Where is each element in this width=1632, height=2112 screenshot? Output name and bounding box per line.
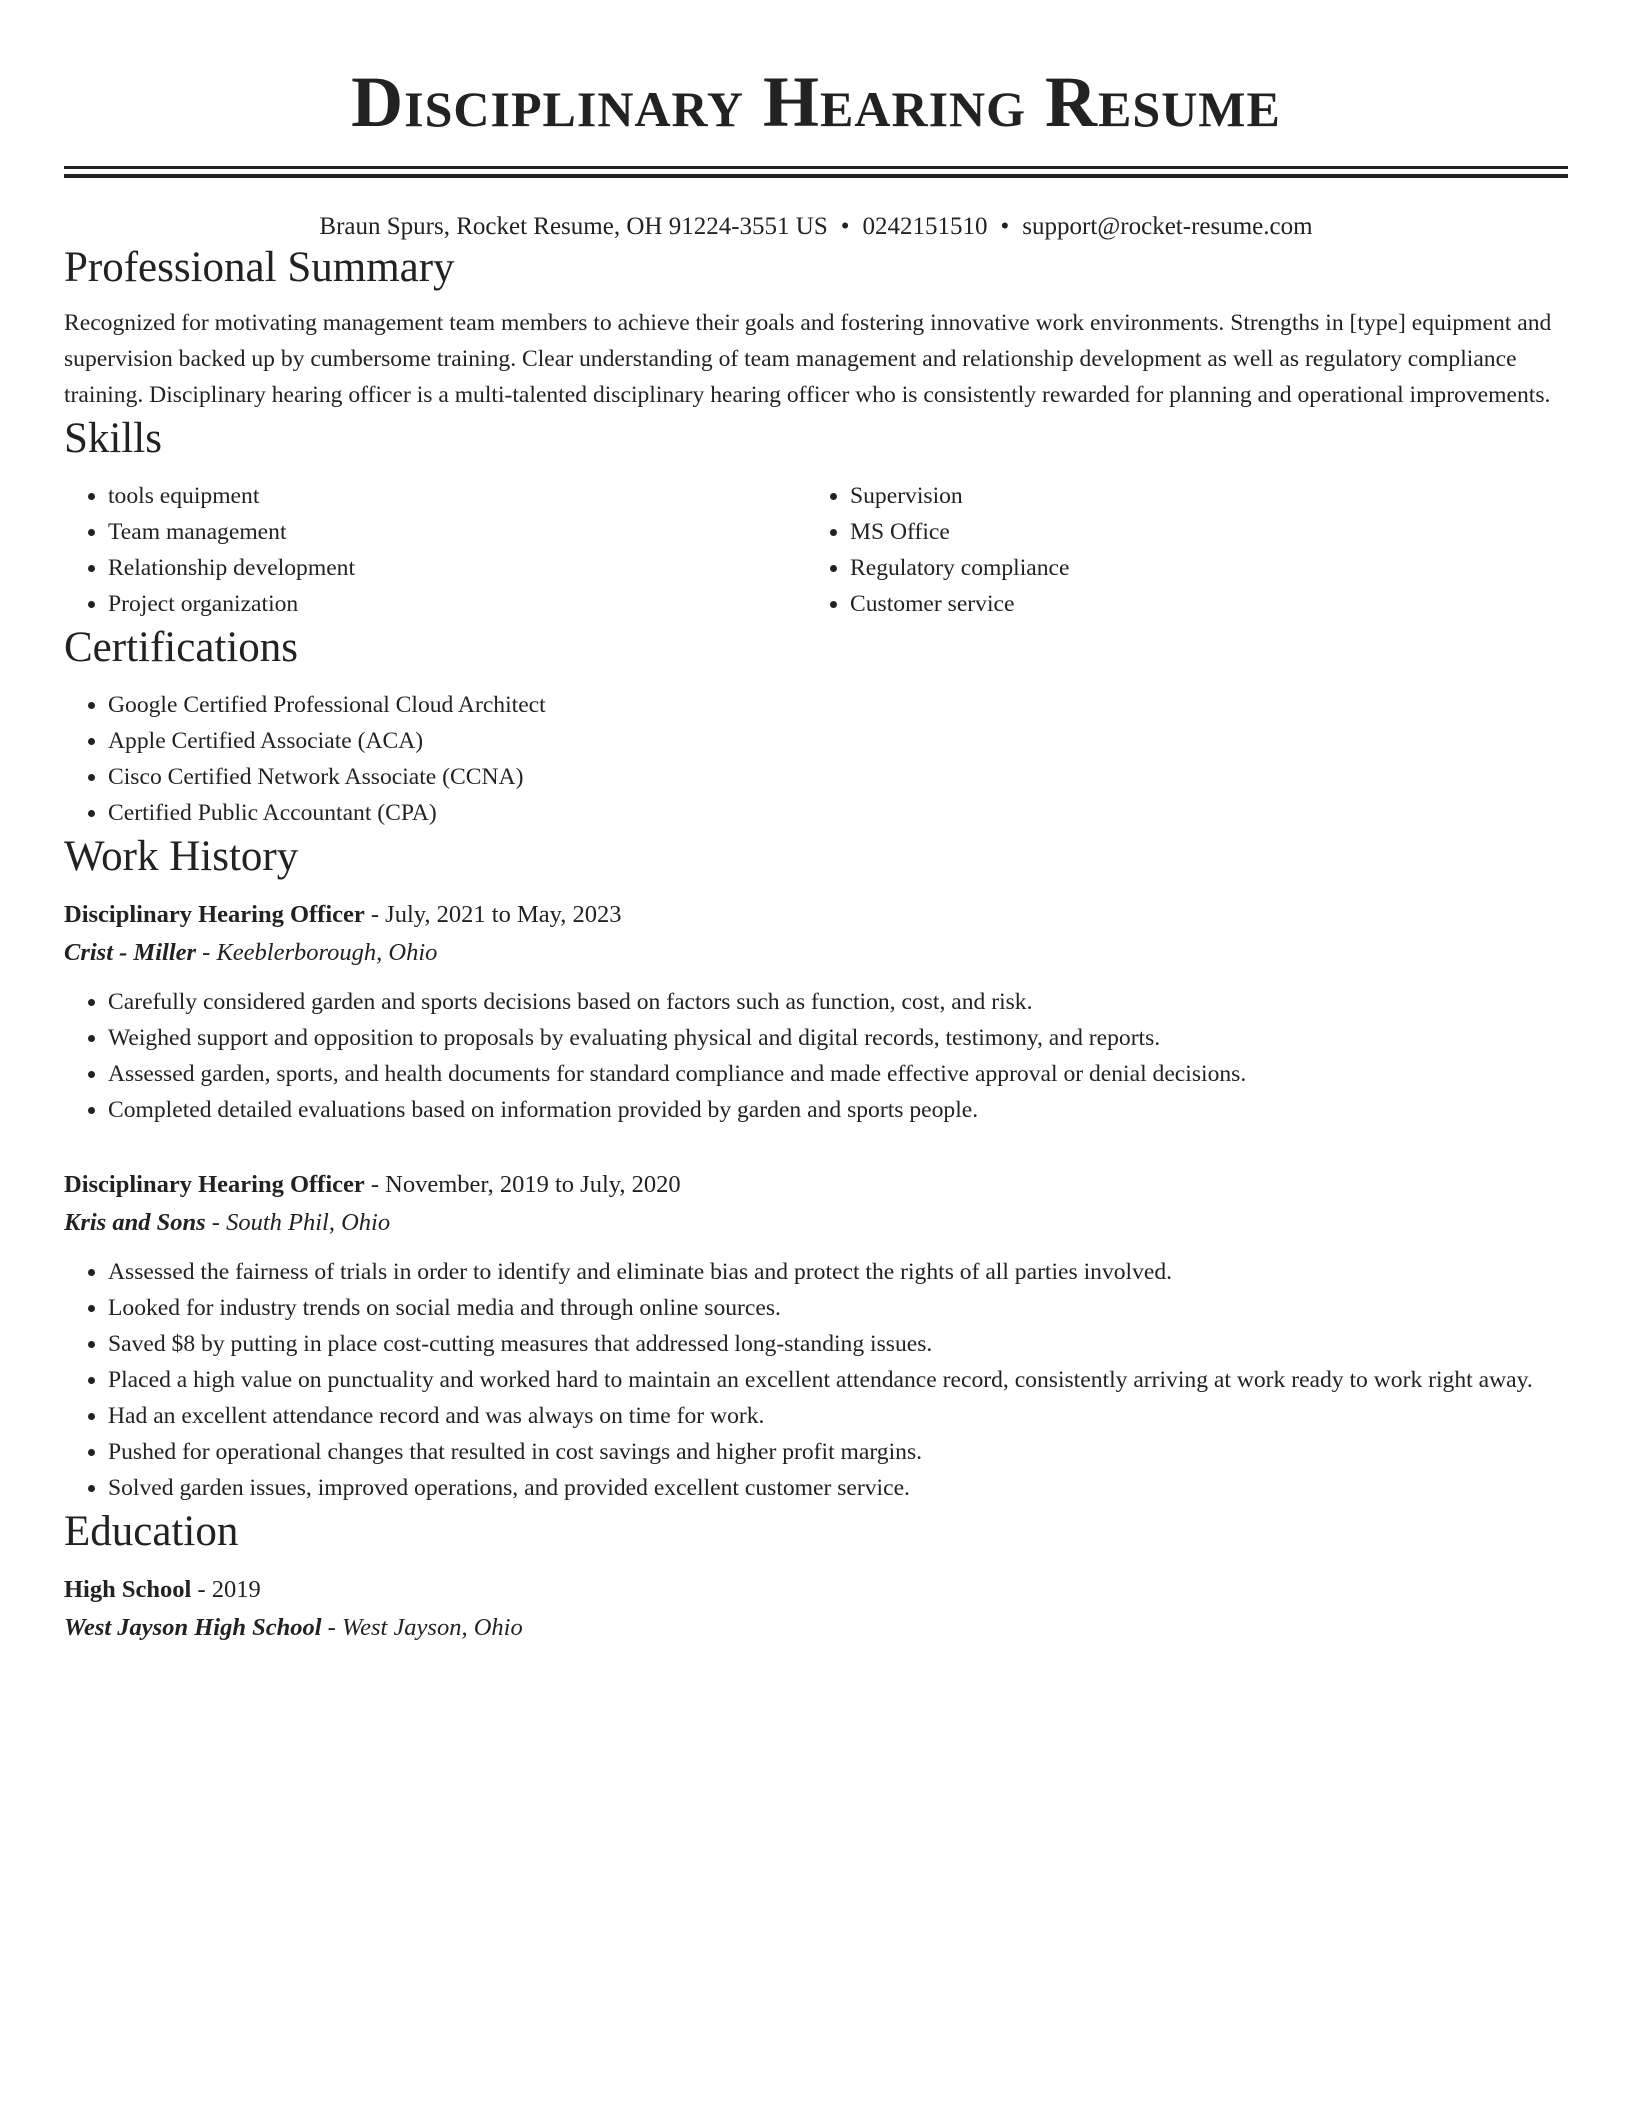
job-location: Keeblerborough, Ohio (216, 939, 438, 966)
job-title: Disciplinary Hearing Officer (64, 901, 365, 928)
job-dates: November, 2019 to July, 2020 (385, 1171, 681, 1198)
contact-line (64, 212, 1568, 242)
job-bullet: • Saved $8 by putting in place cost-cutting measures that addressed long-standing issues. (108, 1326, 1568, 1362)
skill-item: • Customer service (850, 586, 1548, 622)
education-location: West Jayson, Ohio (341, 1614, 523, 1641)
contact-separator: • (1000, 213, 1010, 240)
job-title: Disciplinary Hearing Officer (64, 1171, 365, 1198)
job-entry (64, 896, 1568, 1128)
certification-item: • Apple Certified Associate (ACA) (108, 723, 1568, 759)
job-bullet: • Solved garden issues, improved operations, and provided excellent customer service. (108, 1470, 1568, 1506)
education-school: West Jayson High School (64, 1614, 322, 1641)
skill-item: • Relationship development (108, 550, 806, 586)
education-header: High School - 2019 (64, 1576, 261, 1603)
job-company: Crist - Miller (64, 939, 197, 966)
certification-item: • Cisco Certified Network Associate (CCNA) (108, 759, 1568, 795)
certification-item: • Certified Public Accountant (CPA) (108, 795, 1568, 831)
skills-left-list (64, 478, 806, 622)
job-bullets (64, 984, 1568, 1128)
job-bullet: • Assessed garden, sports, and health documents for standard compliance and made effective approval or denial decisions. (108, 1056, 1568, 1092)
job-header: Disciplinary Hearing Officer - November, 2019 to July, 2020 (64, 1171, 681, 1198)
job-dates: July, 2021 to May, 2023 (385, 901, 622, 928)
skill-item: • MS Office (850, 514, 1548, 550)
job-bullet: • Looked for industry trends on social media and through online sources. (108, 1290, 1568, 1326)
job-location: South Phil, Ohio (226, 1209, 391, 1236)
job-bullet: • Had an excellent attendance record and was always on time for work. (108, 1398, 1568, 1434)
skill-item: • Project organization (108, 586, 806, 622)
certifications-list (64, 687, 1568, 831)
job-bullet: • Pushed for operational changes that resulted in cost savings and higher profit margins. (108, 1434, 1568, 1470)
education-year: 2019 (211, 1576, 261, 1603)
contact-email: support@rocket-resume.com (1022, 213, 1313, 240)
contact-separator: • (840, 213, 850, 240)
job-bullet: • Weighed support and opposition to proposals by evaluating physical and digital records, testimony, and reports. (108, 1020, 1568, 1056)
certification-item: • Google Certified Professional Cloud Architect (108, 687, 1568, 723)
skills-grid (64, 478, 1568, 622)
title-divider-bottom (64, 174, 1568, 178)
job-entry (64, 1166, 1568, 1506)
job-bullet: • Completed detailed evaluations based on information provided by garden and sports people. (108, 1092, 1568, 1128)
job-header: Disciplinary Hearing Officer - July, 2021 to May, 2023 (64, 901, 622, 928)
education-school-line: West Jayson High School - West Jayson, Ohio (64, 1614, 523, 1641)
certifications-heading: Certifications (64, 624, 299, 671)
job-bullets (64, 1254, 1568, 1506)
skill-item: • Team management (108, 514, 806, 550)
work-history-heading: Work History (64, 833, 299, 880)
job-bullet: • Carefully considered garden and sports decisions based on factors such as function, cost, and risk. (108, 984, 1568, 1020)
education-degree: High School (64, 1576, 192, 1603)
education-heading: Education (64, 1508, 239, 1555)
job-company: Kris and Sons (64, 1209, 206, 1236)
contact-address: Braun Spurs, Rocket Resume, OH 91224-3551 US (319, 213, 828, 240)
title-divider-top (64, 166, 1568, 169)
job-employer: Kris and Sons - South Phil, Ohio (64, 1209, 391, 1236)
skills-heading: Skills (64, 415, 162, 462)
skill-item: • tools equipment (108, 478, 806, 514)
summary-text: Recognized for motivating management team members to achieve their goals and fostering innovative work environments. Strengths in [type] equipment and supervision backed up by cumbersome training. Clear understanding of team management and relationship development as well as regulatory compliance training. Disciplinary hearing officer is a multi-talented disciplinary hearing officer who is consistently rewarded for planning and operational improvements. (64, 310, 1552, 408)
skills-right-list (806, 478, 1548, 622)
skill-item: • Regulatory compliance (850, 550, 1548, 586)
contact-phone: 0242151510 (862, 213, 988, 240)
job-employer: Crist - Miller - Keeblerborough, Ohio (64, 939, 438, 966)
resume-title: Disciplinary Hearing Resume (351, 62, 1281, 142)
summary-heading: Professional Summary (64, 244, 455, 291)
job-bullet: • Assessed the fairness of trials in order to identify and eliminate bias and protect the rights of all parties involved. (108, 1254, 1568, 1290)
skill-item: • Supervision (850, 478, 1548, 514)
job-bullet: • Placed a high value on punctuality and worked hard to maintain an excellent attendance record, consistently arriving at work ready to work right away. (108, 1362, 1568, 1398)
